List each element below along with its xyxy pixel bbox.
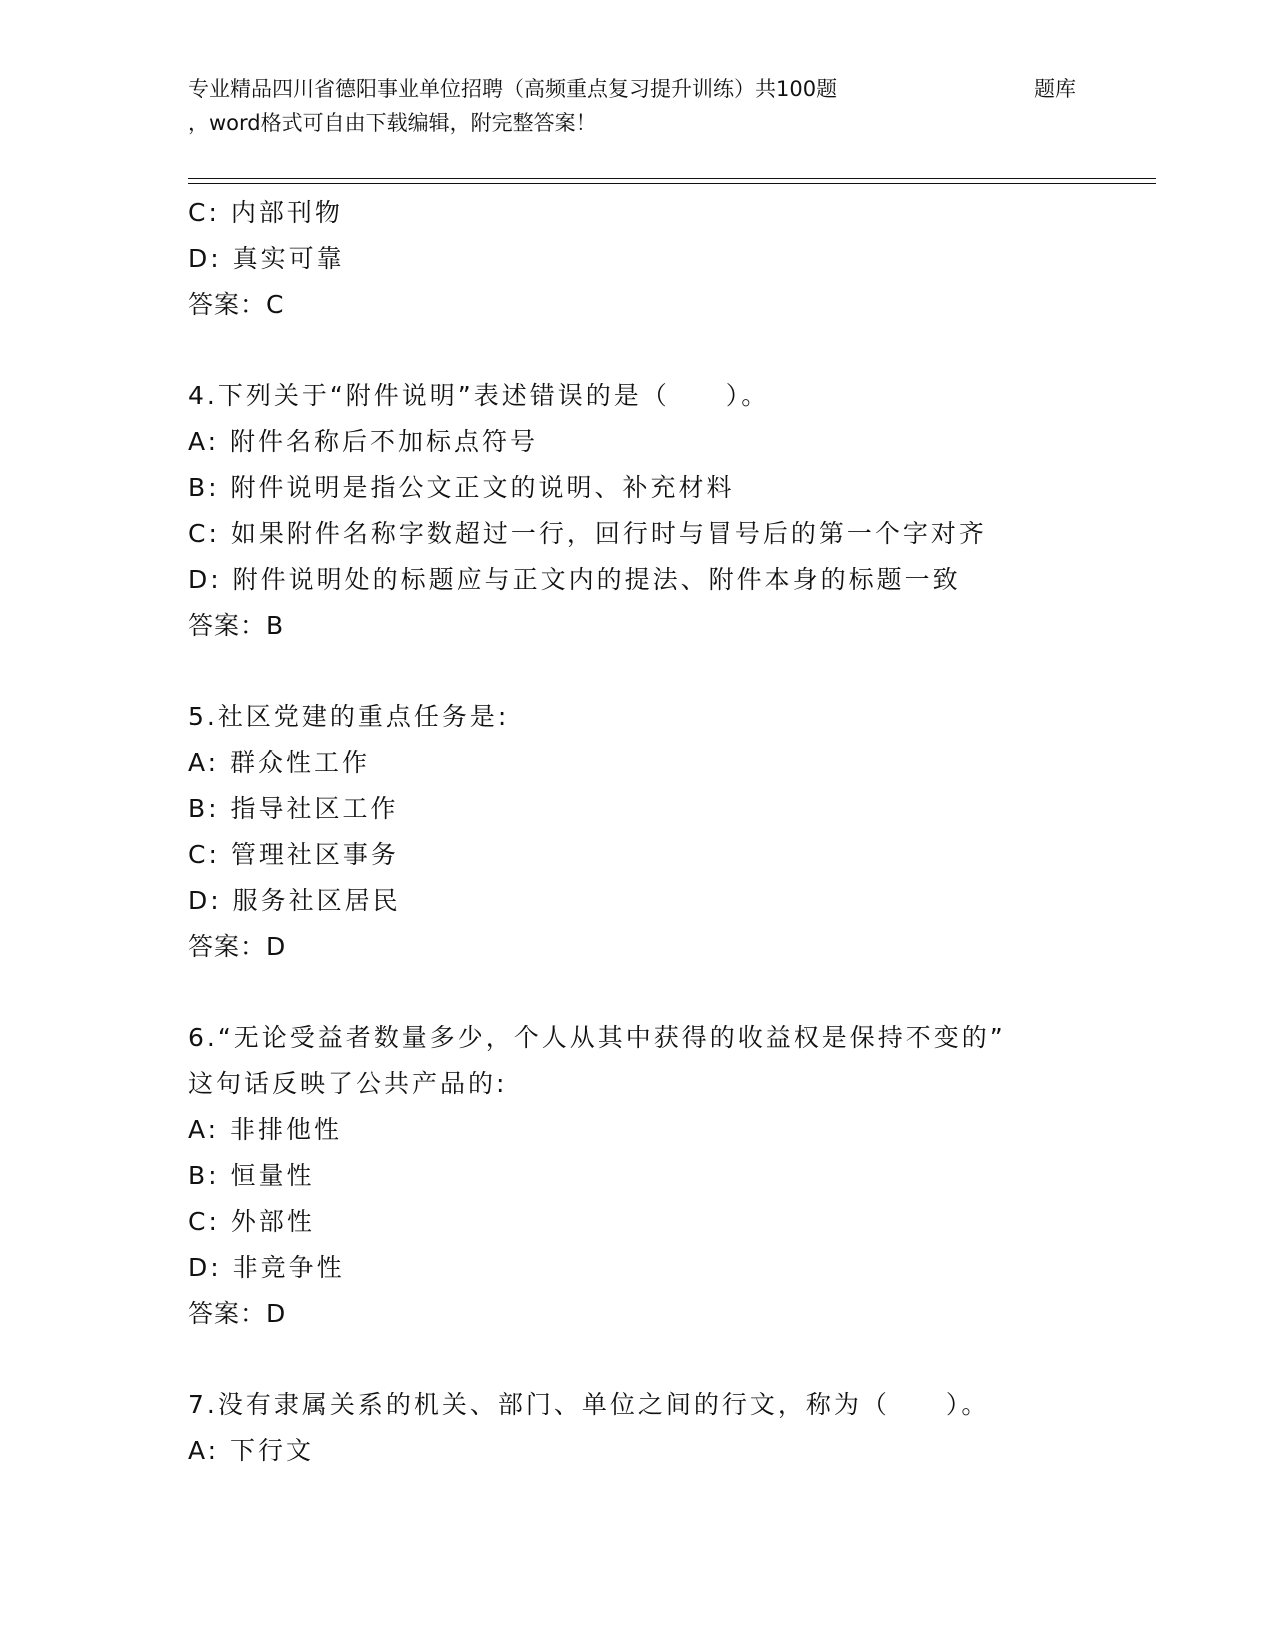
option-d: D: 附件说明处的标题应与正文内的提法、附件本身的标题一致 xyxy=(188,565,961,594)
page-header xyxy=(188,72,1168,140)
spacer xyxy=(188,1337,1188,1382)
question-4 xyxy=(188,373,1188,649)
header-title-line xyxy=(188,72,1168,106)
question-stem: 5.社区党建的重点任务是: xyxy=(188,702,510,731)
answer-line: 答案：D xyxy=(188,932,287,961)
option-b: B: 指导社区工作 xyxy=(188,794,399,823)
answer-line: 答案：C xyxy=(188,290,285,319)
option-c: C: 外部性 xyxy=(188,1207,315,1236)
option-c: C: 内部刊物 xyxy=(188,198,343,227)
spacer xyxy=(188,328,1188,373)
question-5 xyxy=(188,694,1188,970)
question-stem: 4.下列关于“附件说明”表述错误的是（ ）。 xyxy=(188,381,770,410)
option-a: A: 群众性工作 xyxy=(188,748,371,777)
question-6 xyxy=(188,1015,1188,1337)
header-divider-bottom xyxy=(188,183,1156,184)
option-d: D: 真实可靠 xyxy=(188,244,345,273)
option-a: A: 下行文 xyxy=(188,1436,315,1465)
question-stem: 6.“无论受益者数量多少，个人从其中获得的收益权是保持不变的” xyxy=(188,1023,1006,1052)
question-7 xyxy=(188,1382,1188,1474)
option-c: C: 如果附件名称字数超过一行，回行时与冒号后的第一个字对齐 xyxy=(188,519,987,548)
option-d: D: 服务社区居民 xyxy=(188,886,401,915)
spacer xyxy=(188,649,1188,694)
option-b: B: 恒量性 xyxy=(188,1161,315,1190)
option-a: A: 非排他性 xyxy=(188,1115,343,1144)
question-list xyxy=(188,190,1188,1474)
header-subtitle: ，word格式可自由下载编辑，附完整答案！ xyxy=(188,111,597,135)
option-d: D: 非竞争性 xyxy=(188,1253,345,1282)
spacer xyxy=(188,970,1188,1015)
header-title: 专业精品四川省德阳事业单位招聘（高频重点复习提升训练）共100题 xyxy=(188,77,838,101)
question-stem: 7.没有隶属关系的机关、部门、单位之间的行文，称为（ ）。 xyxy=(188,1390,990,1419)
header-title-suffix: 题库 xyxy=(1034,77,1076,101)
question-stem-continued: 这句话反映了公共产品的: xyxy=(188,1069,508,1098)
answer-line: 答案：D xyxy=(188,1299,287,1328)
option-a: A: 附件名称后不加标点符号 xyxy=(188,427,539,456)
question-3-continued xyxy=(188,190,1188,328)
option-c: C: 管理社区事务 xyxy=(188,840,399,869)
header-divider-top xyxy=(188,178,1156,179)
option-b: B: 附件说明是指公文正文的说明、补充材料 xyxy=(188,473,735,502)
answer-line: 答案：B xyxy=(188,611,285,640)
